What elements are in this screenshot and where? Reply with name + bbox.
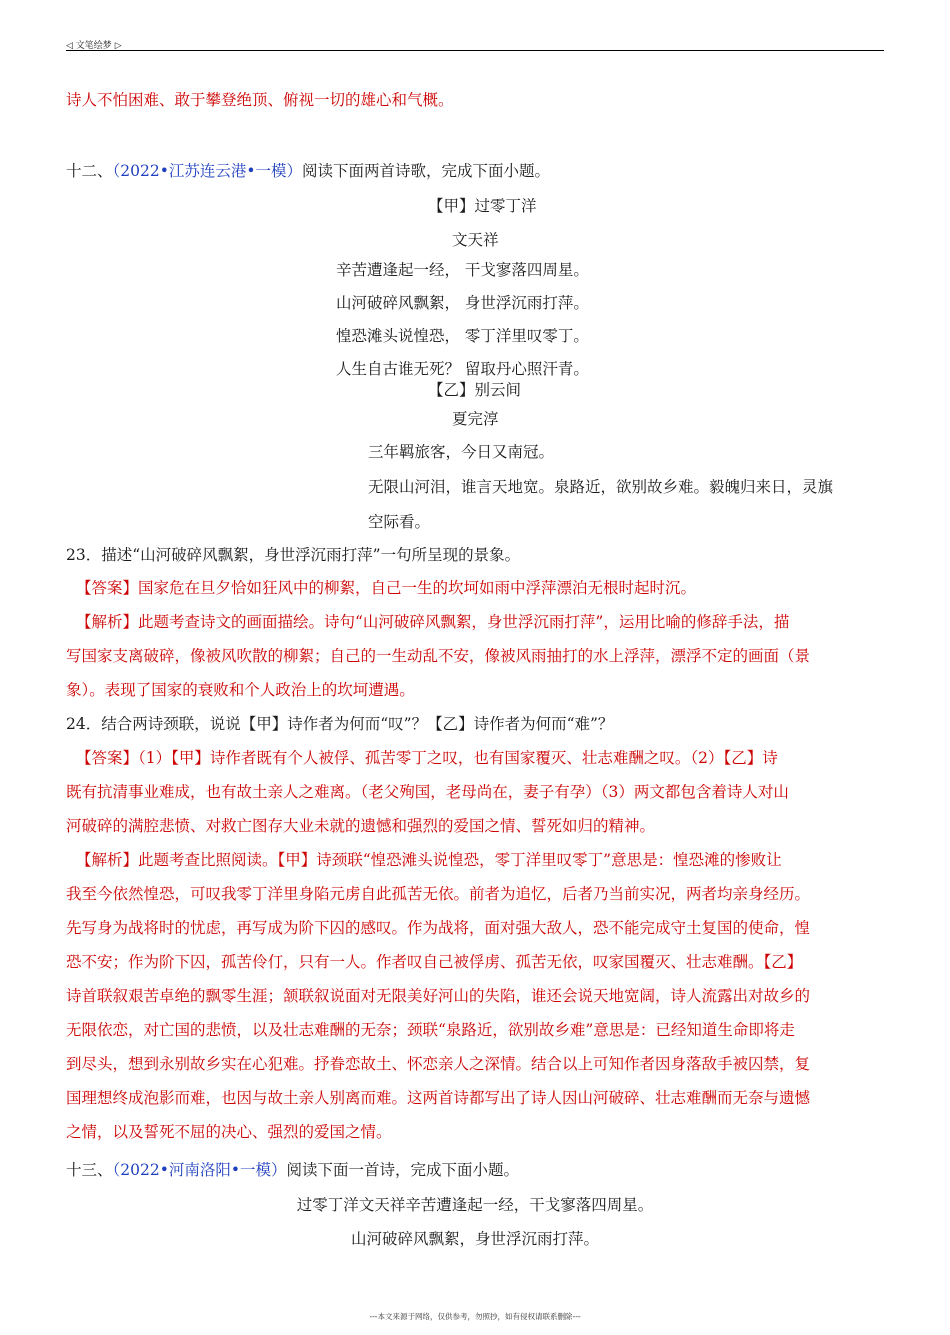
- prev-answer-tail: 诗人不怕困难、敢于攀登绝顶、俯视一切的雄心和气概。: [66, 91, 454, 109]
- header-title: 文笔绘梦: [75, 41, 112, 51]
- q24-analysis-line: 恐不安；作为阶下囚，孤苦伶仃，只有一人。作者叹自己被俘虏、孤苦无依，叹家国覆灭、壮志难酬。【乙】: [66, 953, 803, 971]
- poem-a-line: 惶恐滩头说惶恐， 零丁洋里叹零丁。: [336, 327, 589, 345]
- footer-disclaimer: ---本文来源于网络，仅供参考，勿照抄，如有侵权请联系删除---: [369, 1312, 581, 1321]
- poem-a-line: 山河破碎风飘絮， 身世浮沉雨打萍。: [336, 294, 589, 312]
- poem-b-author: 夏完淳: [452, 410, 499, 428]
- section12-number: 十二、: [66, 162, 113, 180]
- poem-b-line: 三年羁旅客，今日又南冠。: [368, 443, 555, 461]
- section13-number: 十三、: [66, 1161, 113, 1179]
- section13-source: （2022•河南洛阳•一模）: [112, 1161, 287, 1179]
- q23-answer: 【答案】国家危在旦夕恰如狂风中的柳絮，自己一生的坎坷如雨中浮萍漂泊无根时起时沉。: [76, 579, 697, 597]
- poem-b-title: 【乙】别云间: [428, 381, 522, 399]
- q23-analysis-line: 象）。表现了国家的衰败和个人政治上的坎坷遭遇。: [66, 681, 415, 699]
- section13-heading: [66, 1160, 519, 1180]
- section12-heading: [66, 161, 550, 181]
- poem-b-line: 无限山河泪，谁言天地宽。泉路近，欲别故乡难。毅魄归来日，灵旗: [368, 478, 834, 496]
- section12-source: （2022•江苏连云港•一模）: [112, 162, 302, 180]
- right-triangle-icon: ▷: [114, 41, 122, 51]
- poem-a-line: 辛苦遭逢起一经， 干戈寥落四周星。: [336, 261, 589, 279]
- poem-a-title: 【甲】过零丁洋: [428, 197, 537, 215]
- q24-analysis-line: 我至今依然惶恐，可叹我零丁洋里身陷元虏自此孤苦无依。前者为追忆，后者乃当前实况，两者均亲身经历。: [66, 885, 811, 903]
- q24-analysis-line: 之情，以及誓死不屈的决心、强烈的爱国之情。: [66, 1123, 392, 1141]
- header-divider: [66, 50, 884, 51]
- q24-analysis-line: 【解析】此题考查比照阅读。【甲】诗颈联“惶恐滩头说惶恐，零丁洋里叹零丁”意思是：惶恐滩的惨败让: [76, 851, 782, 869]
- left-triangle-icon: ◁: [66, 41, 73, 51]
- section13-poem-line: 过零丁洋文天祥辛苦遭逢起一经，干戈寥落四周星。: [296, 1196, 654, 1214]
- q24-analysis-line: 到尽头，想到永别故乡实在心犯难。抒眷恋故土、怀恋亲人之深情。结合以上可知作者因身落敌手被囚禁，复: [66, 1055, 811, 1073]
- section13-instruction: 阅读下面一首诗，完成下面小题。: [286, 1161, 520, 1179]
- question-24: 24．结合两诗颈联，说说【甲】诗作者为何而“叹”？【乙】诗作者为何而“难”？: [66, 715, 614, 733]
- q24-analysis-line: 无限依恋，对亡国的悲愤，以及壮志难酬的无奈；颈联“泉路近，欲别故乡难”意思是：已经知道生命即将走: [66, 1021, 795, 1039]
- q23-analysis-line: 写国家支离破碎，像被风吹散的柳絮；自己的一生动乱不安，像被风雨抽打的水上浮萍，漂浮不定的画面（景: [66, 647, 811, 665]
- q24-answer-line: 【答案】（1）【甲】诗作者既有个人被俘、孤苦零丁之叹，也有国家覆灭、壮志难酬之叹。（2）【乙】诗: [76, 749, 778, 767]
- section13-poem-line: 山河破碎风飘絮，身世浮沉雨打萍。: [350, 1230, 599, 1248]
- poem-a-author: 文天祥: [452, 231, 499, 249]
- section12-instruction: 阅读下面两首诗歌，完成下面小题。: [302, 162, 551, 180]
- q23-analysis-line: 【解析】此题考查诗文的画面描绘。诗句“山河破碎风飘絮，身世浮沉雨打萍”，运用比喻的修辞手法，描: [76, 613, 790, 631]
- q24-analysis-line: 诗首联叙艰苦卓绝的飘零生涯；颔联叙说面对无限美好河山的失陷，谁还会说天地宽阔，诗人流露出对故乡的: [66, 987, 811, 1005]
- q24-answer-line: 既有抗清事业难成，也有故土亲人之难离。（老父殉国，老母尚在，妻子有孕）（3）两文都包含着诗人对山: [66, 783, 789, 801]
- question-23: 23．描述“山河破碎风飘絮，身世浮沉雨打萍”一句所呈现的景象。: [66, 546, 521, 564]
- q24-analysis-line: 国理想终成泡影而难，也因与故土亲人别离而难。这两首诗都写出了诗人因山河破碎、壮志难酬而无奈与遗憾: [66, 1089, 811, 1107]
- poem-b-line: 空际看。: [368, 513, 431, 531]
- q24-answer-line: 河破碎的满腔悲愤、对救亡图存大业未就的遗憾和强烈的爱国之情、誓死如归的精神。: [66, 817, 656, 835]
- q24-analysis-line: 先写身为战将时的忧虑，再写成为阶下囚的感叹。作为战将，面对强大敌人，恐不能完成守土复国的使命，惶: [66, 919, 811, 937]
- poem-a-line: 人生自古谁无死？ 留取丹心照汗青。: [336, 360, 589, 378]
